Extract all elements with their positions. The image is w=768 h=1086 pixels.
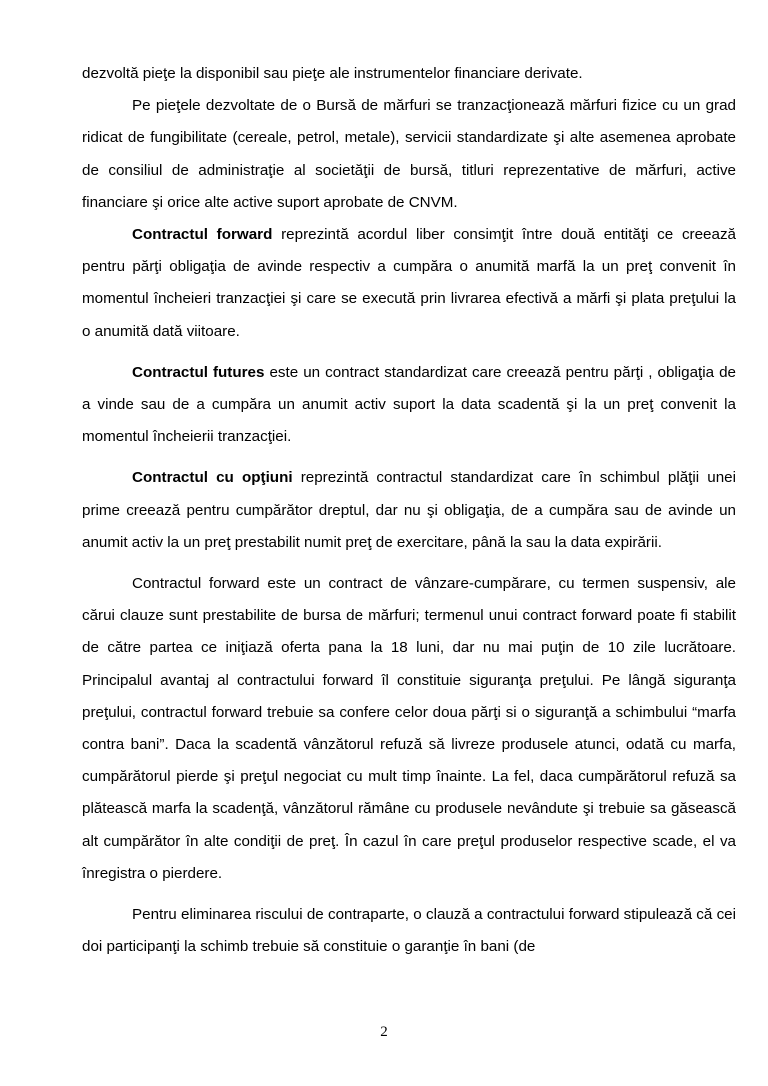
paragraph-text: reprezintă acordul liber consimţit între două entităţi ce creează pentru părţi obligaţia de avinde respectiv a cumpăra o anumită marfă la un preţ convenit în momentul încheieri tranzacţiei şi care se execută prin livrarea efectivă a mărfi şi plata preţului la o anumită dată viitoare. xyxy=(82,226,736,340)
term-options: Contractul cu opţiuni xyxy=(132,469,293,487)
term-futures: Contractul futures xyxy=(132,363,265,381)
paragraph-futures-definition xyxy=(82,357,736,454)
paragraph-commodity-exchange xyxy=(82,90,736,219)
paragraph-text: Pe pieţele dezvoltate de o Bursă de mărfuri se tranzacţionează mărfuri fizice cu un grad ridicat de fungibilitate (cereale, petrol, metale), servicii standardizate şi alte asemenea aprobate de consiliul de administraţie al societăţii de bursă, titluri reprezentative de mărfuri, active financiare şi orice alte active suport aprobate de CNVM. xyxy=(82,97,736,211)
paragraph-continuation xyxy=(82,58,736,90)
paragraph-text: dezvoltă pieţe la disponibil sau pieţe ale instrumentelor financiare derivate. xyxy=(82,65,583,82)
paragraph-text: Pentru eliminarea riscului de contraparte, o clauză a contractului forward stipulează că cei doi participanţi la schimb trebuie să constituie o garanţie în bani (de xyxy=(82,906,736,956)
paragraph-text: este un contract standardizat care creează pentru părţi , obligaţia de a vinde sau de a cumpăra un anumit activ suport la data scadentă şi la un preţ convenit la momentul încheierii tranzacţiei. xyxy=(82,363,736,446)
paragraph-text: Contractul forward este un contract de vânzare-cumpărare, cu termen suspensiv, ale cărui clauze sunt prestabilite de bursa de mărfuri; termenul unui contract forward poate fi stabilit de către partea ce iniţiază oferta pana la 18 luni, dar nu mai puţin de 10 zile lucrătoare. Principalul avantaj al contractului forward îl constituie siguranţa preţului. Pe lângă siguranţa preţului, contractul forward trebuie sa confere celor doua părţi si o siguranţă a schimbului “marfa contra bani”. Daca la scadentă vânzătorul refuză să livreze produsele atunci, odată cu marfa, cumpărătorul pierde şi preţul negociat cu mult timp înainte. La fel, daca cumpărătorul refuză sa plătească marfa la scadenţă, vânzătorul rămâne cu produsele nevândute şi trebuie sa găsească alt cumpărător în alte condiţii de preţ. În cazul în care preţul produselor respective scade, el va înregistra o pierdere. xyxy=(82,575,736,882)
paragraph-options-definition xyxy=(82,462,736,559)
body-text xyxy=(82,58,736,963)
paragraph-text: reprezintă contractul standardizat care în schimbul plăţii unei prime creează pentru cumpărător dreptul, dar nu şi obligaţia, de a cumpăra sau de avinde un anumit activ la un preţ prestabilit numit preţ de exercitare, până la sau la data expirării. xyxy=(82,469,736,551)
paragraph-counterparty-risk xyxy=(82,899,736,963)
term-forward: Contractul forward xyxy=(132,226,273,244)
paragraph-forward-definition xyxy=(82,219,736,348)
page-number: 2 xyxy=(380,1024,388,1040)
paragraph-forward-details xyxy=(82,568,736,890)
